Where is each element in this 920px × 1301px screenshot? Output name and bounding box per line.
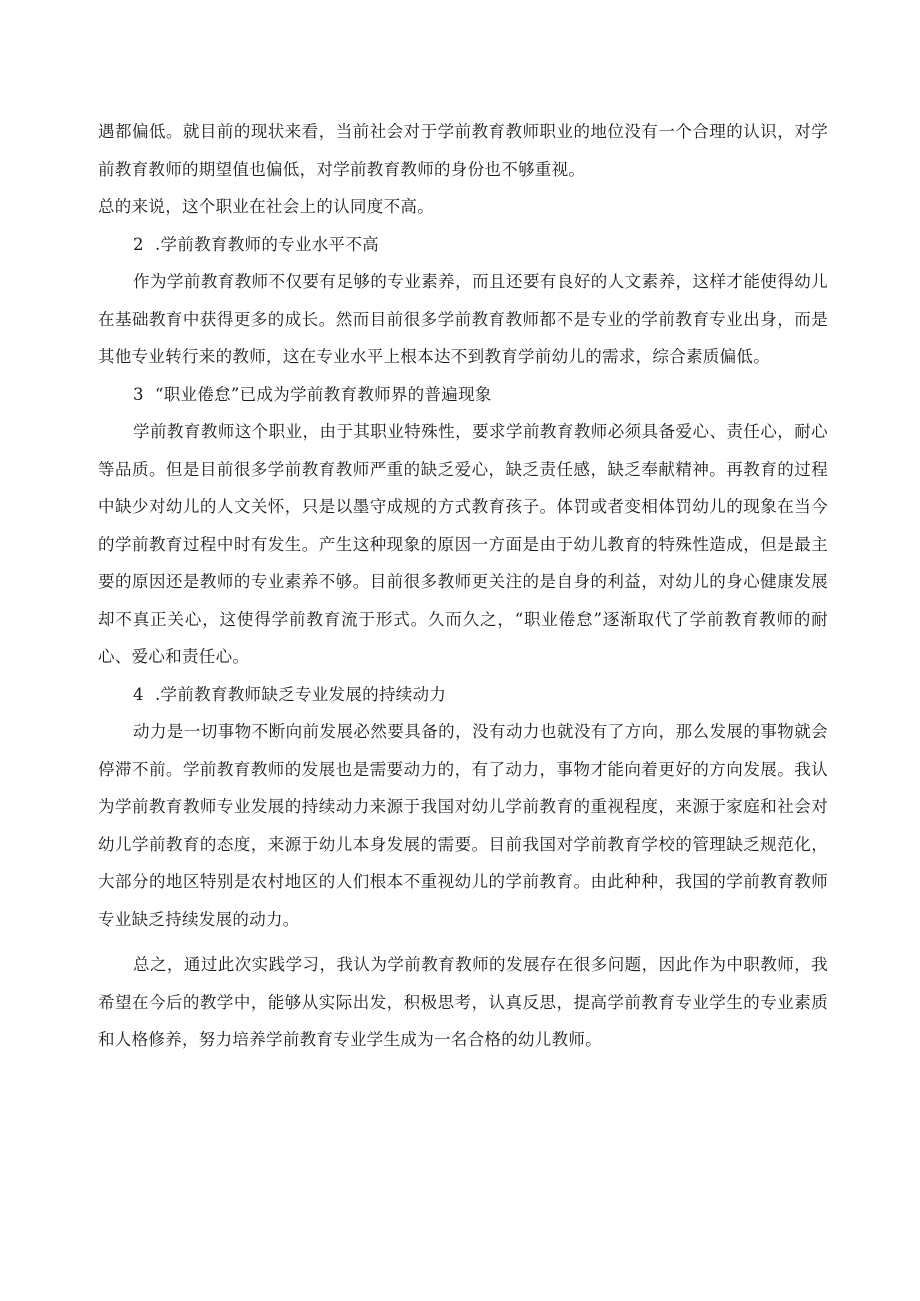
paragraph-section-3: 学前教育教师这个职业，由于其职业特殊性，要求学前教育教师必须具备爱心、责任心，耐心等品质。但是目前很多学前教育教师严重的缺乏爱心，缺乏责任感，缺乏奉献精神。再教育的过程中缺少对幼儿的人文关怀，只是以墨守成规的方式教育孩子。体罚或者变相体罚幼儿的现象在当今的学前教育过程中时有发生。产生这种现象的原因一方面是由于幼儿教育的特殊性造成，但是最主要的原因还是教师的专业素养不够。目前很多教师更关注的是自身的利益，对幼儿的身心健康发展却不真正关心，这使得学前教育流于形式。久而久之，“职业倦怠”逐渐取代了学前教育教师的耐心、爱心和责任心。 — [98, 422, 828, 666]
paragraph-section-4: 动力是一切事物不断向前发展必然要具备的，没有动力也就没有了方向，那么发展的事物就会停滞不前。学前教育教师的发展也是需要动力的，有了动力，事物才能向着更好的方向发展。我认为学前教育教师专业发展的持续动力来源于我国对幼儿学前教育的重视程度，来源于家庭和社会对幼儿学前教育的态度，来源于幼儿本身发展的需要。目前我国对学前教育学校的管理缺乏规范化，大部分的地区特别是农村地区的人们根本不重视幼儿的学前教育。由此种种，我国的学前教育教师专业缺乏持续发展的动力。 — [98, 722, 828, 929]
section-heading-4 — [98, 676, 828, 714]
section-title: .学前教育教师的专业水平不高 — [155, 234, 379, 254]
paragraph-section-2: 作为学前教育教师不仅要有足够的专业素养，而且还要有良好的人文素养，这样才能使得幼儿在基础教育中获得更多的成长。然而目前很多学前教育教师都不是专业的学前教育专业出身，而是其他专业转行来的教师，这在专业水平上根本达不到教育学前幼儿的需求，综合素质偏低。 — [98, 272, 828, 366]
document-page — [98, 113, 828, 1059]
section-number: 3 — [133, 384, 144, 404]
section-title: “职业倦怠”已成为学前教育教师界的普遍现象 — [155, 384, 492, 404]
paragraph-summary: 总的来说，这个职业在社会上的认同度不高。 — [98, 197, 434, 216]
paragraph-continued: 遇都偏低。就目前的现状来看，当前社会对于学前教育教师职业的地位没有一个合理的认识，对学前教育教师的期望值也偏低，对学前教育教师的身份也不够重视。 — [98, 122, 828, 179]
section-heading-2 — [98, 226, 828, 264]
section-number: 2 — [133, 234, 144, 254]
section-title: .学前教育教师缺乏专业发展的持续动力 — [155, 684, 447, 704]
section-number: 4 — [133, 684, 144, 704]
paragraph-conclusion: 总之，通过此次实践学习，我认为学前教育教师的发展存在很多问题，因此作为中职教师，我希望在今后的教学中，能够从实际出发，积极思考，认真反思，提高学前教育专业学生的专业素质和人格修养，努力培养学前教育专业学生成为一名合格的幼儿教师。 — [98, 955, 828, 1049]
section-heading-3 — [98, 376, 828, 414]
